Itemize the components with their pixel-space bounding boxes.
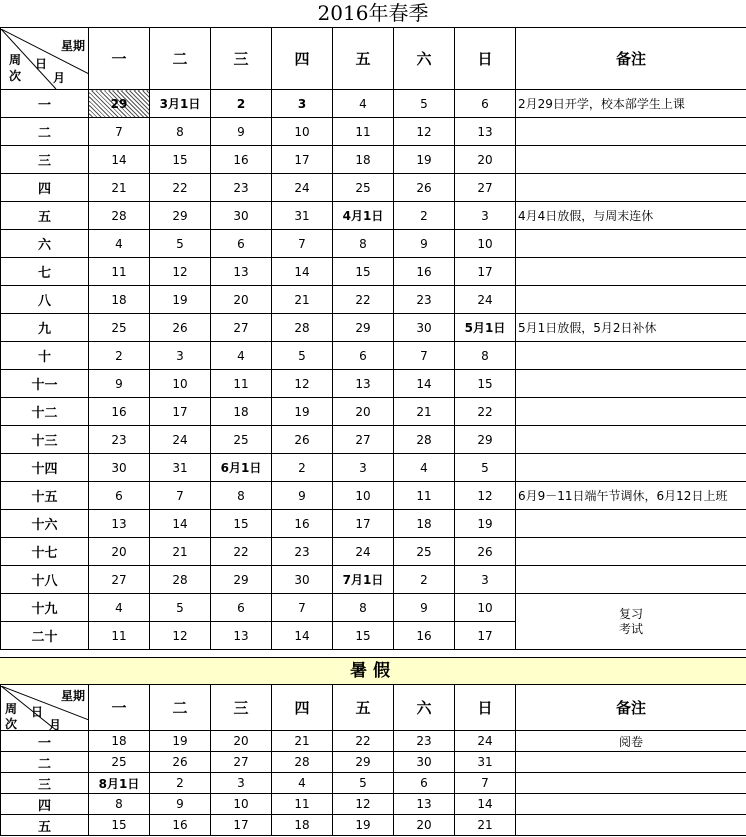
date-cell: 15 bbox=[150, 146, 211, 174]
date-cell: 30 bbox=[394, 314, 455, 342]
date-cell: 21 bbox=[89, 174, 150, 202]
date-cell: 29 bbox=[333, 752, 394, 773]
date-cell: 30 bbox=[211, 202, 272, 230]
note-cell bbox=[516, 773, 746, 794]
date-cell: 7 bbox=[272, 230, 333, 258]
day-header: 五 bbox=[333, 28, 394, 90]
date-cell: 11 bbox=[89, 258, 150, 286]
date-cell: 5 bbox=[272, 342, 333, 370]
table-row bbox=[1, 594, 746, 622]
date-cell: 4 bbox=[333, 90, 394, 118]
date-cell: 30 bbox=[394, 752, 455, 773]
table-row bbox=[1, 815, 746, 836]
note-cell bbox=[516, 510, 746, 538]
date-cell: 8 bbox=[333, 594, 394, 622]
date-cell: 20 bbox=[89, 538, 150, 566]
day-header: 日 bbox=[455, 28, 516, 90]
date-cell: 7 bbox=[89, 118, 150, 146]
date-cell: 8月1日 bbox=[89, 773, 150, 794]
summer-calendar-table bbox=[0, 684, 746, 836]
corner-yue-label: 月 bbox=[49, 717, 62, 731]
date-cell: 12 bbox=[272, 370, 333, 398]
day-header: 二 bbox=[150, 28, 211, 90]
date-cell: 10 bbox=[455, 230, 516, 258]
review-exam-note-cell bbox=[516, 594, 746, 650]
date-cell: 16 bbox=[89, 398, 150, 426]
date-cell: 17 bbox=[455, 258, 516, 286]
day-header: 一 bbox=[89, 685, 150, 731]
date-cell: 23 bbox=[211, 174, 272, 202]
summer-header-row bbox=[1, 685, 746, 731]
date-cell: 26 bbox=[150, 314, 211, 342]
date-cell: 4 bbox=[272, 773, 333, 794]
week-number-cell: 二 bbox=[1, 752, 89, 773]
date-cell: 19 bbox=[150, 286, 211, 314]
week-number-cell: 十一 bbox=[1, 370, 89, 398]
date-cell: 18 bbox=[89, 731, 150, 752]
date-cell: 30 bbox=[272, 566, 333, 594]
day-header: 四 bbox=[272, 28, 333, 90]
date-cell: 3 bbox=[455, 566, 516, 594]
date-cell: 6 bbox=[211, 230, 272, 258]
week-number-cell: 十六 bbox=[1, 510, 89, 538]
table-row bbox=[1, 90, 746, 118]
date-cell: 12 bbox=[333, 794, 394, 815]
note-cell bbox=[516, 398, 746, 426]
date-cell: 8 bbox=[455, 342, 516, 370]
day-header: 日 bbox=[455, 685, 516, 731]
note-cell bbox=[516, 146, 746, 174]
note-cell bbox=[516, 286, 746, 314]
date-cell: 28 bbox=[394, 426, 455, 454]
week-number-cell: 十二 bbox=[1, 398, 89, 426]
week-number-cell: 一 bbox=[1, 731, 89, 752]
date-cell: 17 bbox=[333, 510, 394, 538]
date-cell: 27 bbox=[89, 566, 150, 594]
table-row bbox=[1, 230, 746, 258]
date-cell: 5 bbox=[394, 90, 455, 118]
date-cell: 26 bbox=[150, 752, 211, 773]
date-cell: 2 bbox=[211, 90, 272, 118]
date-cell: 4 bbox=[89, 594, 150, 622]
date-cell: 10 bbox=[455, 594, 516, 622]
date-cell: 18 bbox=[211, 398, 272, 426]
date-cell: 3 bbox=[150, 342, 211, 370]
date-cell: 11 bbox=[272, 794, 333, 815]
date-cell: 24 bbox=[333, 538, 394, 566]
date-cell: 19 bbox=[455, 510, 516, 538]
date-cell: 8 bbox=[89, 794, 150, 815]
date-cell: 25 bbox=[89, 752, 150, 773]
note-cell: 阅卷 bbox=[516, 731, 746, 752]
spring-calendar-table bbox=[0, 27, 746, 650]
note-header: 备注 bbox=[516, 28, 746, 90]
date-cell: 3 bbox=[211, 773, 272, 794]
date-cell: 6 bbox=[89, 482, 150, 510]
date-cell: 27 bbox=[211, 752, 272, 773]
date-cell: 11 bbox=[394, 482, 455, 510]
date-cell: 22 bbox=[333, 286, 394, 314]
date-cell: 2 bbox=[89, 342, 150, 370]
table-row bbox=[1, 286, 746, 314]
date-cell: 16 bbox=[394, 258, 455, 286]
date-cell: 21 bbox=[272, 286, 333, 314]
date-cell: 15 bbox=[333, 622, 394, 650]
week-number-cell: 六 bbox=[1, 230, 89, 258]
date-cell: 15 bbox=[89, 815, 150, 836]
date-cell: 28 bbox=[89, 202, 150, 230]
date-cell: 20 bbox=[394, 815, 455, 836]
table-row bbox=[1, 342, 746, 370]
date-cell: 20 bbox=[211, 286, 272, 314]
week-number-cell: 四 bbox=[1, 794, 89, 815]
date-cell: 25 bbox=[333, 174, 394, 202]
date-cell: 27 bbox=[211, 314, 272, 342]
week-number-cell: 二十 bbox=[1, 622, 89, 650]
date-cell: 7 bbox=[455, 773, 516, 794]
date-cell: 22 bbox=[333, 731, 394, 752]
date-cell: 7 bbox=[150, 482, 211, 510]
date-cell: 15 bbox=[333, 258, 394, 286]
date-cell: 25 bbox=[394, 538, 455, 566]
date-cell: 4月1日 bbox=[333, 202, 394, 230]
date-cell: 17 bbox=[211, 815, 272, 836]
date-cell: 29 bbox=[455, 426, 516, 454]
date-cell: 9 bbox=[272, 482, 333, 510]
note-cell bbox=[516, 815, 746, 836]
week-number-cell: 十五 bbox=[1, 482, 89, 510]
date-cell: 6 bbox=[211, 594, 272, 622]
date-cell: 15 bbox=[211, 510, 272, 538]
week-number-cell: 一 bbox=[1, 90, 89, 118]
date-cell: 16 bbox=[394, 622, 455, 650]
date-cell: 5 bbox=[150, 230, 211, 258]
table-row bbox=[1, 773, 746, 794]
week-number-cell: 十四 bbox=[1, 454, 89, 482]
date-cell: 21 bbox=[455, 815, 516, 836]
date-cell: 13 bbox=[211, 622, 272, 650]
date-cell: 13 bbox=[455, 118, 516, 146]
date-cell: 16 bbox=[272, 510, 333, 538]
header-row bbox=[1, 28, 746, 90]
corner-ri-label: 日 bbox=[31, 704, 44, 719]
date-cell: 5 bbox=[333, 773, 394, 794]
date-cell: 14 bbox=[272, 258, 333, 286]
day-header: 五 bbox=[333, 685, 394, 731]
date-cell: 29 bbox=[89, 90, 150, 118]
date-cell: 13 bbox=[394, 794, 455, 815]
week-number-cell: 八 bbox=[1, 286, 89, 314]
date-cell: 14 bbox=[89, 146, 150, 174]
note-cell bbox=[516, 230, 746, 258]
corner-yue-label: 月 bbox=[53, 70, 66, 85]
table-row bbox=[1, 174, 746, 202]
date-cell: 2 bbox=[150, 773, 211, 794]
date-cell: 19 bbox=[272, 398, 333, 426]
date-cell: 21 bbox=[150, 538, 211, 566]
date-cell: 18 bbox=[333, 146, 394, 174]
date-cell: 8 bbox=[211, 482, 272, 510]
week-number-cell: 十 bbox=[1, 342, 89, 370]
week-number-cell: 九 bbox=[1, 314, 89, 342]
date-cell: 11 bbox=[211, 370, 272, 398]
date-cell: 25 bbox=[89, 314, 150, 342]
table-row bbox=[1, 538, 746, 566]
table-row bbox=[1, 426, 746, 454]
date-cell: 6 bbox=[455, 90, 516, 118]
date-cell: 2 bbox=[272, 454, 333, 482]
corner-cell bbox=[1, 28, 89, 90]
date-cell: 22 bbox=[150, 174, 211, 202]
date-cell: 28 bbox=[150, 566, 211, 594]
date-cell: 14 bbox=[455, 794, 516, 815]
date-cell: 19 bbox=[394, 146, 455, 174]
note-cell bbox=[516, 426, 746, 454]
page-title: 2016年春季 bbox=[317, 1, 429, 25]
note-cell: 2月29日开学，校本部学生上课 bbox=[516, 90, 746, 118]
day-header: 四 bbox=[272, 685, 333, 731]
date-cell: 29 bbox=[211, 566, 272, 594]
summer-corner-cell bbox=[1, 685, 89, 731]
date-cell: 20 bbox=[333, 398, 394, 426]
date-cell: 13 bbox=[211, 258, 272, 286]
date-cell: 28 bbox=[272, 314, 333, 342]
review-note-line: 复习 bbox=[618, 606, 643, 621]
day-header: 六 bbox=[394, 28, 455, 90]
note-header: 备注 bbox=[516, 685, 746, 731]
date-cell: 24 bbox=[455, 731, 516, 752]
week-number-cell: 五 bbox=[1, 815, 89, 836]
date-cell: 23 bbox=[272, 538, 333, 566]
note-cell: 5月1日放假，5月2日补休 bbox=[516, 314, 746, 342]
date-cell: 22 bbox=[211, 538, 272, 566]
table-row bbox=[1, 482, 746, 510]
date-cell: 18 bbox=[272, 815, 333, 836]
corner-ci-label: 次 bbox=[9, 68, 22, 83]
date-cell: 26 bbox=[272, 426, 333, 454]
date-cell: 3 bbox=[455, 202, 516, 230]
date-cell: 24 bbox=[272, 174, 333, 202]
date-cell: 6月1日 bbox=[211, 454, 272, 482]
table-row bbox=[1, 510, 746, 538]
week-number-cell: 七 bbox=[1, 258, 89, 286]
date-cell: 9 bbox=[394, 230, 455, 258]
week-number-cell: 三 bbox=[1, 146, 89, 174]
date-cell: 6 bbox=[333, 342, 394, 370]
date-cell: 26 bbox=[394, 174, 455, 202]
table-row bbox=[1, 258, 746, 286]
date-cell: 4 bbox=[211, 342, 272, 370]
week-number-cell: 五 bbox=[1, 202, 89, 230]
date-cell: 5 bbox=[150, 594, 211, 622]
date-cell: 14 bbox=[394, 370, 455, 398]
date-cell: 29 bbox=[333, 314, 394, 342]
note-cell bbox=[516, 794, 746, 815]
date-cell: 22 bbox=[455, 398, 516, 426]
date-cell: 2 bbox=[394, 202, 455, 230]
date-cell: 9 bbox=[150, 794, 211, 815]
date-cell: 31 bbox=[150, 454, 211, 482]
date-cell: 24 bbox=[150, 426, 211, 454]
date-cell: 5月1日 bbox=[455, 314, 516, 342]
date-cell: 17 bbox=[272, 146, 333, 174]
table-row bbox=[1, 566, 746, 594]
note-cell bbox=[516, 454, 746, 482]
day-header: 三 bbox=[211, 685, 272, 731]
note-cell bbox=[516, 118, 746, 146]
date-cell: 10 bbox=[150, 370, 211, 398]
day-header: 二 bbox=[150, 685, 211, 731]
note-cell bbox=[516, 566, 746, 594]
date-cell: 16 bbox=[211, 146, 272, 174]
note-cell bbox=[516, 258, 746, 286]
table-row bbox=[1, 118, 746, 146]
date-cell: 18 bbox=[89, 286, 150, 314]
date-cell: 23 bbox=[394, 286, 455, 314]
date-cell: 3月1日 bbox=[150, 90, 211, 118]
week-number-cell: 十九 bbox=[1, 594, 89, 622]
date-cell: 13 bbox=[333, 370, 394, 398]
table-row bbox=[1, 370, 746, 398]
date-cell: 17 bbox=[455, 622, 516, 650]
date-cell: 12 bbox=[150, 258, 211, 286]
table-row bbox=[1, 752, 746, 773]
date-cell: 20 bbox=[211, 731, 272, 752]
date-cell: 5 bbox=[455, 454, 516, 482]
date-cell: 3 bbox=[333, 454, 394, 482]
date-cell: 23 bbox=[394, 731, 455, 752]
table-row bbox=[1, 454, 746, 482]
date-cell: 19 bbox=[333, 815, 394, 836]
day-header: 六 bbox=[394, 685, 455, 731]
date-cell: 13 bbox=[89, 510, 150, 538]
note-cell bbox=[516, 538, 746, 566]
date-cell: 31 bbox=[455, 752, 516, 773]
date-cell: 31 bbox=[272, 202, 333, 230]
date-cell: 25 bbox=[211, 426, 272, 454]
date-cell: 21 bbox=[394, 398, 455, 426]
summer-banner: 暑假 bbox=[0, 657, 746, 685]
date-cell: 4 bbox=[394, 454, 455, 482]
note-cell: 6月9－11日端午节调休，6月12日上班 bbox=[516, 482, 746, 510]
date-cell: 9 bbox=[394, 594, 455, 622]
corner-ci-label: 次 bbox=[5, 716, 18, 731]
date-cell: 4 bbox=[89, 230, 150, 258]
date-cell: 10 bbox=[333, 482, 394, 510]
corner-star-label: 星期 bbox=[60, 38, 85, 53]
table-row bbox=[1, 314, 746, 342]
date-cell: 8 bbox=[150, 118, 211, 146]
date-cell: 14 bbox=[272, 622, 333, 650]
table-row bbox=[1, 794, 746, 815]
date-cell: 27 bbox=[455, 174, 516, 202]
date-cell: 17 bbox=[150, 398, 211, 426]
week-number-cell: 十八 bbox=[1, 566, 89, 594]
corner-zhou-label: 周 bbox=[9, 52, 22, 67]
date-cell: 7月1日 bbox=[333, 566, 394, 594]
date-cell: 12 bbox=[150, 622, 211, 650]
date-cell: 29 bbox=[150, 202, 211, 230]
table-row bbox=[1, 146, 746, 174]
date-cell: 8 bbox=[333, 230, 394, 258]
date-cell: 27 bbox=[333, 426, 394, 454]
week-number-cell: 四 bbox=[1, 174, 89, 202]
note-cell bbox=[516, 370, 746, 398]
date-cell: 20 bbox=[455, 146, 516, 174]
week-number-cell: 十七 bbox=[1, 538, 89, 566]
date-cell: 10 bbox=[272, 118, 333, 146]
date-cell: 14 bbox=[150, 510, 211, 538]
note-cell bbox=[516, 174, 746, 202]
date-cell: 23 bbox=[89, 426, 150, 454]
corner-ri-label: 日 bbox=[35, 56, 48, 71]
date-cell: 2 bbox=[394, 566, 455, 594]
day-header: 三 bbox=[211, 28, 272, 90]
date-cell: 12 bbox=[455, 482, 516, 510]
date-cell: 7 bbox=[394, 342, 455, 370]
date-cell: 26 bbox=[455, 538, 516, 566]
note-cell: 4月4日放假，与周末连休 bbox=[516, 202, 746, 230]
table-row bbox=[1, 398, 746, 426]
date-cell: 28 bbox=[272, 752, 333, 773]
table-row bbox=[1, 202, 746, 230]
week-number-cell: 十三 bbox=[1, 426, 89, 454]
date-cell: 11 bbox=[89, 622, 150, 650]
exam-note-line: 考试 bbox=[618, 621, 643, 636]
date-cell: 3 bbox=[272, 90, 333, 118]
date-cell: 19 bbox=[150, 731, 211, 752]
date-cell: 9 bbox=[211, 118, 272, 146]
date-cell: 10 bbox=[211, 794, 272, 815]
table-row bbox=[1, 731, 746, 752]
date-cell: 18 bbox=[394, 510, 455, 538]
date-cell: 11 bbox=[333, 118, 394, 146]
date-cell: 6 bbox=[394, 773, 455, 794]
note-cell bbox=[516, 752, 746, 773]
date-cell: 7 bbox=[272, 594, 333, 622]
note-cell bbox=[516, 342, 746, 370]
date-cell: 24 bbox=[455, 286, 516, 314]
date-cell: 9 bbox=[89, 370, 150, 398]
date-cell: 21 bbox=[272, 731, 333, 752]
date-cell: 16 bbox=[150, 815, 211, 836]
day-header: 一 bbox=[89, 28, 150, 90]
date-cell: 30 bbox=[89, 454, 150, 482]
corner-star-label: 星期 bbox=[60, 688, 85, 703]
corner-zhou-label: 周 bbox=[5, 701, 18, 716]
date-cell: 15 bbox=[455, 370, 516, 398]
week-number-cell: 二 bbox=[1, 118, 89, 146]
date-cell: 12 bbox=[394, 118, 455, 146]
week-number-cell: 三 bbox=[1, 773, 89, 794]
